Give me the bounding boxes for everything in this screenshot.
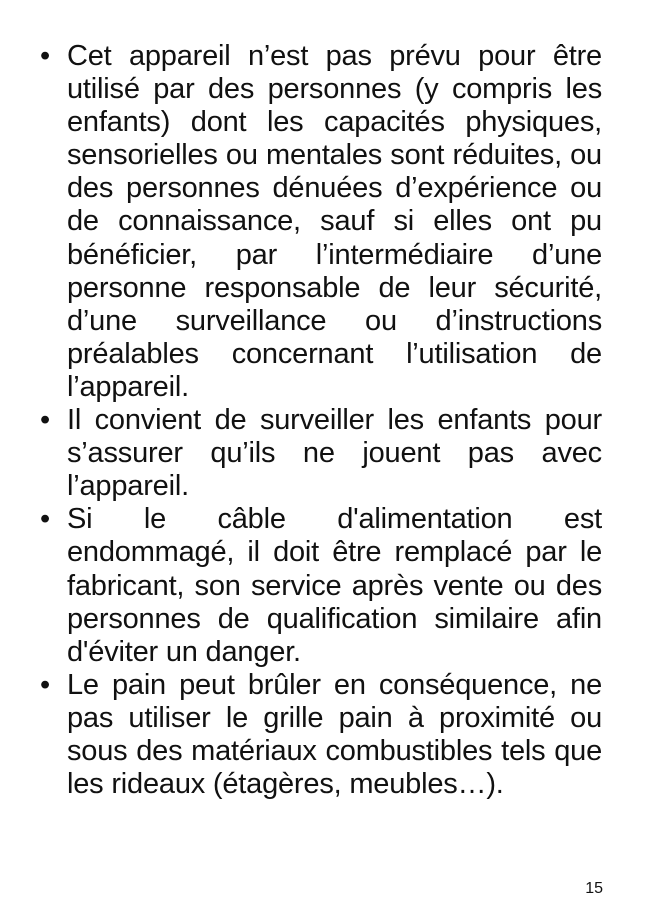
- list-item-text: Si le câble d'alimentation est endommagé, il doit être remplacé par le fabricant, son service après vente ou des personnes de qualification similaire afin d'éviter un danger.: [67, 503, 602, 668]
- list-item: [40, 404, 602, 503]
- bullet-icon: •: [40, 40, 50, 72]
- bullet-icon: •: [40, 503, 50, 536]
- list-item: [40, 503, 602, 668]
- list-item-text: Il convient de surveiller les enfants pour s’assurer qu’ils ne jouent pas avec l’appareil.: [67, 404, 602, 503]
- bullet-list: [40, 40, 602, 801]
- list-item: [40, 40, 602, 404]
- safety-instructions: [40, 40, 602, 801]
- bullet-icon: •: [40, 668, 50, 701]
- list-item: [40, 669, 602, 801]
- bullet-icon: •: [40, 404, 50, 437]
- list-item-text: Le pain peut brûler en conséquence, ne pas utiliser le grille pain à proximité ou sous des matériaux combustibles tels que les rideaux (étagères, meubles…).: [67, 668, 602, 801]
- list-item-text: Cet appareil n’est pas prévu pour être utilisé par des personnes (y compris les enfants) dont les capacités physiques, sensorielles ou mentales sont réduites, ou des personnes dénuées d’expérience ou de connaissance, sauf si elles ont pu bénéficier, par l’intermédiaire d’une personne responsable de leur sécurité, d’une surveillance ou d’instructions préalables concernant l’utilisation de l’appareil.: [67, 40, 602, 403]
- page-number: 15: [585, 880, 603, 897]
